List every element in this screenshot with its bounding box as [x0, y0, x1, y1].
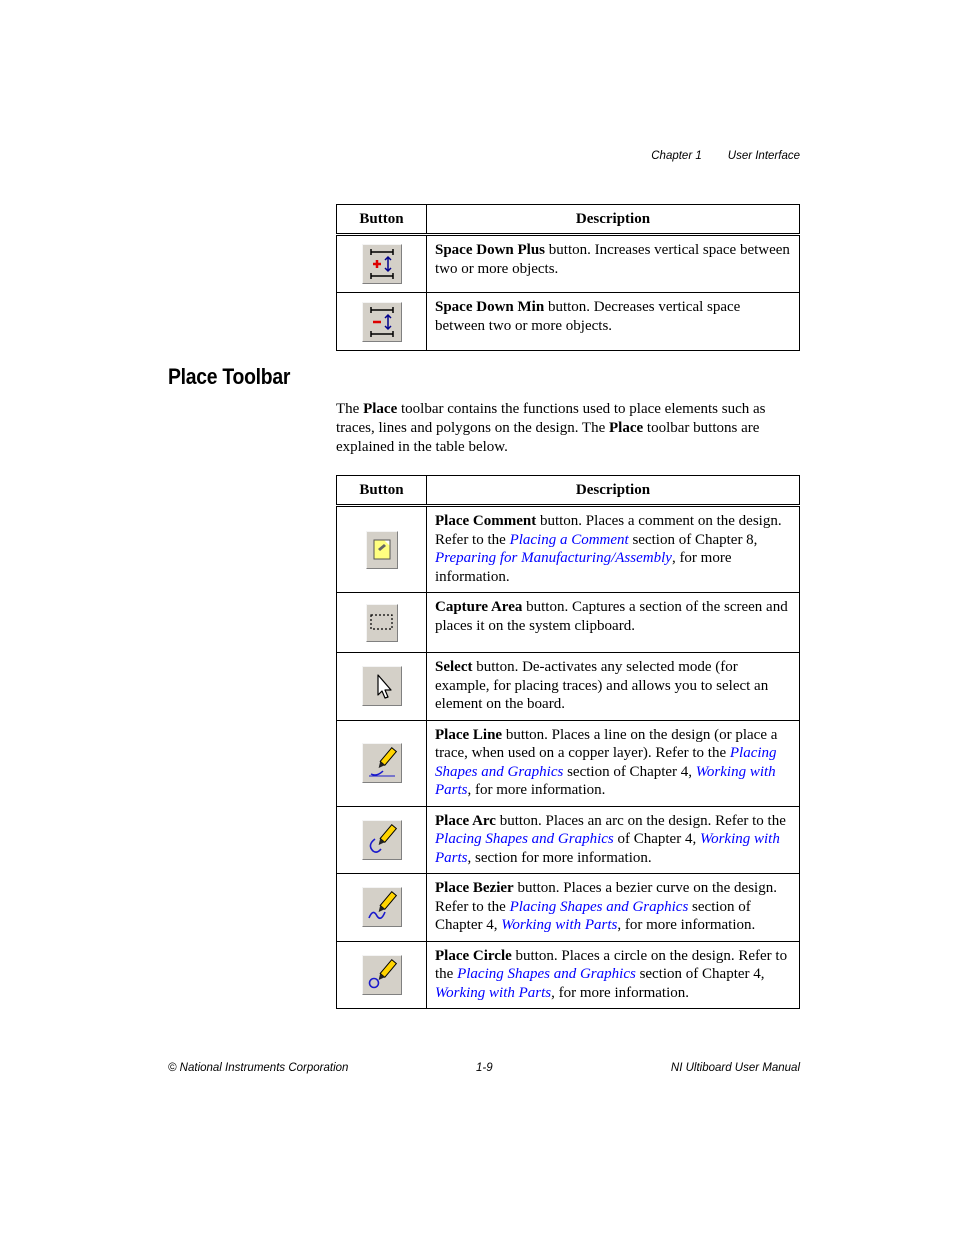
button-description — [427, 874, 800, 942]
button-description — [427, 506, 800, 593]
text-run: button. De-activates any selected mode (for example, for placing traces) and allows you to select an element on the board. — [435, 659, 769, 712]
place-toolbar-table — [336, 475, 800, 1009]
place-circle-icon — [362, 955, 402, 995]
table-row — [337, 506, 800, 593]
button-name: Space Down Min — [435, 299, 545, 315]
button-description — [427, 806, 800, 874]
select-arrow-icon — [362, 666, 402, 706]
cross-reference-link[interactable]: Placing a Comment — [509, 531, 629, 548]
text-run: , for more information. — [435, 550, 732, 585]
table-row — [337, 593, 800, 653]
text-run: button. Places a circle on the design. Refer to the — [435, 947, 788, 982]
text-run: section of Chapter 4, — [563, 763, 696, 780]
footer-page-number: 1-9 — [476, 1062, 493, 1074]
button-description — [427, 653, 800, 721]
footer-copyright: © National Instruments Corporation — [168, 1062, 349, 1074]
place-line-icon — [362, 743, 402, 783]
cross-reference-link[interactable]: Working with Parts — [435, 831, 780, 866]
cross-reference-link[interactable]: Placing Shapes and Graphics — [435, 831, 614, 847]
text-run: toolbar buttons are explained in the table below. — [336, 420, 760, 455]
space-down-min-icon — [362, 302, 402, 342]
button-name: Place Bezier — [435, 880, 514, 896]
text-run: button. Places a line on the design (or place a trace, when used on a copper layer). Refer to the — [435, 726, 778, 761]
text-run: , for more information. — [551, 984, 690, 1001]
button-description: button. Increases vertical space between two or more objects. — [435, 242, 790, 277]
alignment-buttons-table — [336, 204, 800, 351]
cross-reference-link[interactable]: Working with Parts — [435, 984, 552, 1001]
button-name: Place — [363, 401, 398, 417]
button-description: button. Decreases vertical space between two or more objects. — [435, 299, 741, 334]
button-name: Place Line — [435, 726, 503, 743]
button-description — [427, 720, 800, 806]
capture-area-icon — [366, 604, 398, 642]
cross-reference-link[interactable]: Placing Shapes and Graphics — [435, 745, 777, 780]
table-row — [337, 941, 800, 1009]
table-row — [337, 235, 800, 293]
running-header — [651, 150, 800, 162]
text-run: section of Chapter 4, — [635, 966, 765, 982]
header-title: User Interface — [727, 150, 800, 162]
text-run: section of Chapter 4, — [435, 898, 751, 933]
button-name: Capture Area — [435, 599, 523, 615]
text-run: section of Chapter 8, — [628, 531, 758, 548]
footer-manual-title: NI Ultiboard User Manual — [670, 1062, 800, 1074]
cross-reference-link[interactable]: Working with Parts — [501, 917, 618, 933]
button-name: Place Comment — [435, 513, 537, 529]
place-arc-icon — [362, 820, 402, 860]
place-bezier-icon — [362, 887, 402, 927]
text-run: The — [336, 401, 364, 417]
text-run: button. Places a comment on the design. Refer to the — [435, 513, 782, 548]
table-row — [337, 874, 800, 942]
button-description — [427, 593, 800, 653]
text-run: , for more information. — [467, 782, 606, 798]
space-down-plus-icon — [362, 244, 402, 284]
text-run: , section for more information. — [467, 849, 652, 866]
cross-reference-link[interactable]: Preparing for Manufacturing/Assembly — [435, 550, 672, 566]
button-name: Space Down Plus — [435, 242, 546, 258]
table-row — [337, 806, 800, 874]
text-run: , for more information. — [617, 917, 756, 933]
text-run: of Chapter 4, — [613, 831, 700, 847]
col-header-button: Button — [337, 476, 427, 506]
button-name: Place Arc — [435, 812, 496, 829]
text-run: button. Places an arc on the design. Refer to the — [495, 812, 786, 829]
header-chapter: Chapter 1 — [651, 150, 702, 162]
cross-reference-link[interactable]: Placing Shapes and Graphics — [509, 898, 689, 915]
cross-reference-link[interactable]: Working with Parts — [435, 763, 776, 798]
button-name: Place — [609, 420, 644, 436]
button-name: Place Circle — [435, 947, 512, 964]
text-run: button. Captures a section of the screen and places it on the system clipboard. — [435, 599, 788, 634]
text-run: button. Places a bezier curve on the design. Refer to the — [435, 880, 777, 915]
table-row — [337, 293, 800, 351]
section-heading: Place Toolbar — [168, 364, 291, 389]
cross-reference-link[interactable]: Placing Shapes and Graphics — [457, 966, 636, 982]
col-header-description: Description — [427, 205, 800, 235]
button-description — [427, 941, 800, 1009]
col-header-button: Button — [337, 205, 427, 235]
button-name: Select — [435, 659, 473, 675]
intro-paragraph — [336, 400, 798, 457]
table-row — [337, 653, 800, 721]
place-comment-icon — [366, 531, 398, 569]
text-run: toolbar contains the functions used to place elements such as traces, lines and polygons on the design. The — [336, 401, 766, 436]
col-header-description: Description — [427, 476, 800, 506]
table-row — [337, 720, 800, 806]
